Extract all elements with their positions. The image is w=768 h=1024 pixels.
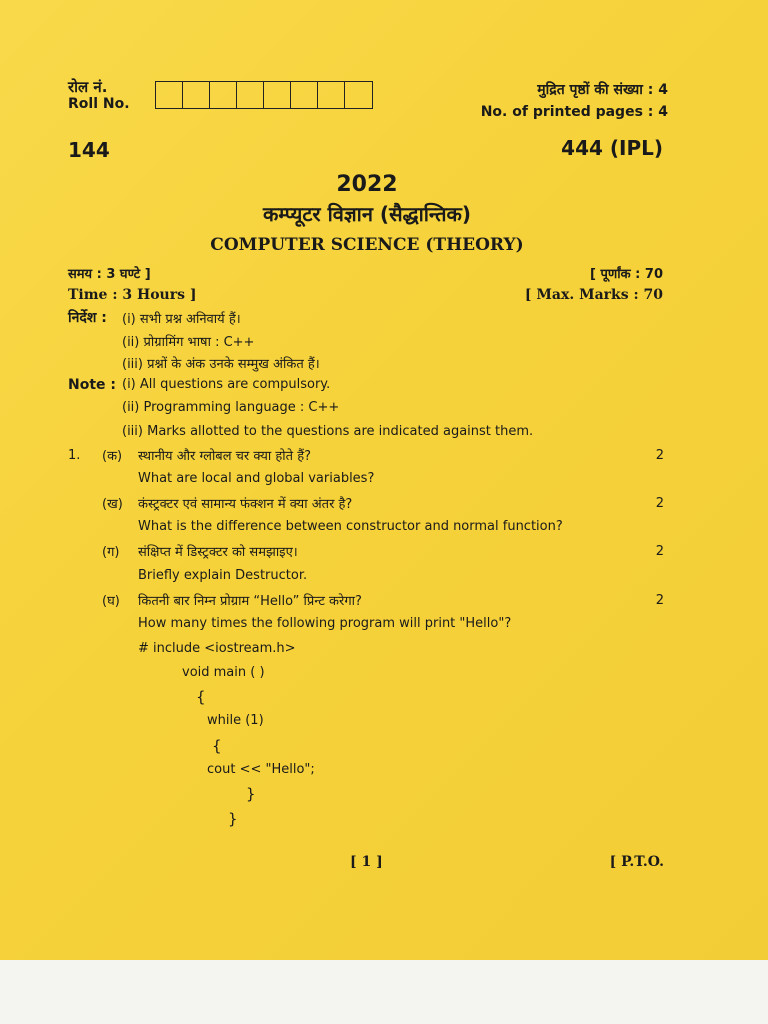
part-label: (क) xyxy=(102,449,123,464)
part-hindi-text: स्थानीय और ग्लोबल चर क्या होते हैं? xyxy=(138,449,311,464)
instructions-label-english: Note : xyxy=(68,377,116,393)
part-english-text: Briefly explain Destructor. xyxy=(138,568,308,583)
code-line: cout << "Hello"; xyxy=(207,762,315,777)
max-marks-english: [ Max. Marks : 70 xyxy=(524,287,663,303)
part-marks: 2 xyxy=(655,593,664,608)
roll-box xyxy=(345,82,372,108)
code-line: { xyxy=(196,688,206,706)
part-label: (ख) xyxy=(102,497,123,512)
instruction-english-1: (i) All questions are compulsory. xyxy=(122,377,331,392)
exam-year: 2022 xyxy=(336,172,398,197)
part-hindi-text: कितनी बार निम्न प्रोग्राम “Hello” प्रिन्ट करेगा? xyxy=(138,594,362,609)
question-number: 1. xyxy=(68,448,81,463)
roll-label-english: Roll No. xyxy=(68,96,130,112)
part-marks: 2 xyxy=(655,448,664,463)
roll-box xyxy=(210,82,237,108)
instruction-english-3: (iii) Marks allotted to the questions are indicated against them. xyxy=(122,424,534,439)
part-english-text: What are local and global variables? xyxy=(138,471,375,486)
code-line: # include <iostream.h> xyxy=(138,641,296,656)
roll-box xyxy=(237,82,264,108)
part-marks: 2 xyxy=(655,544,664,559)
roll-box xyxy=(291,82,318,108)
code-line: void main ( ) xyxy=(182,665,265,680)
part-label: (घ) xyxy=(102,594,120,609)
part-hindi-text: संक्षिप्त में डिस्ट्रक्टर को समझाइए। xyxy=(138,545,298,560)
instruction-hindi-3: (iii) प्रश्नों के अंक उनके सम्मुख अंकित हैं। xyxy=(122,357,320,372)
part-english-text: What is the difference between constructor and normal function? xyxy=(138,519,563,534)
paper-code-right: 444 (IPL) xyxy=(561,136,663,160)
roll-box xyxy=(318,82,345,108)
printed-pages-english: No. of printed pages : 4 xyxy=(480,104,668,120)
instruction-english-2: (ii) Programming language : C++ xyxy=(122,400,340,415)
page-number: [ 1 ] xyxy=(350,854,383,870)
code-line: { xyxy=(212,737,222,755)
time-english: Time : 3 Hours ] xyxy=(68,287,197,303)
part-hindi-text: कंस्ट्रक्टर एवं सामान्य फंक्शन में क्या अंतर है? xyxy=(138,497,353,512)
please-turn-over: [ P.T.O. xyxy=(609,854,664,870)
roll-number-boxes xyxy=(155,81,373,109)
roll-box xyxy=(156,82,183,108)
printed-pages-hindi: मुद्रित पृष्ठों की संख्या : 4 xyxy=(537,82,668,98)
instruction-hindi-1: (i) सभी प्रश्न अनिवार्य हैं। xyxy=(122,312,241,327)
roll-label-hindi: रोल नं. xyxy=(68,78,108,96)
code-line: while (1) xyxy=(207,713,264,728)
paper-code-left: 144 xyxy=(68,138,110,162)
title-hindi: कम्प्यूटर विज्ञान (सैद्धान्तिक) xyxy=(262,202,471,226)
max-marks-hindi: [ पूर्णांक : 70 xyxy=(590,267,663,282)
part-label: (ग) xyxy=(102,545,120,560)
roll-box xyxy=(264,82,291,108)
time-hindi: समय : 3 घण्टे ] xyxy=(68,267,151,282)
instruction-hindi-2: (ii) प्रोग्रामिंग भाषा : C++ xyxy=(122,335,255,350)
title-english: COMPUTER SCIENCE (THEORY) xyxy=(210,235,524,255)
code-line: } xyxy=(246,785,256,803)
roll-box xyxy=(183,82,210,108)
instructions-label-hindi: निर्देश : xyxy=(68,310,107,326)
code-line: } xyxy=(228,810,238,828)
part-english-text: How many times the following program will print "Hello"? xyxy=(138,616,512,631)
part-marks: 2 xyxy=(655,496,664,511)
